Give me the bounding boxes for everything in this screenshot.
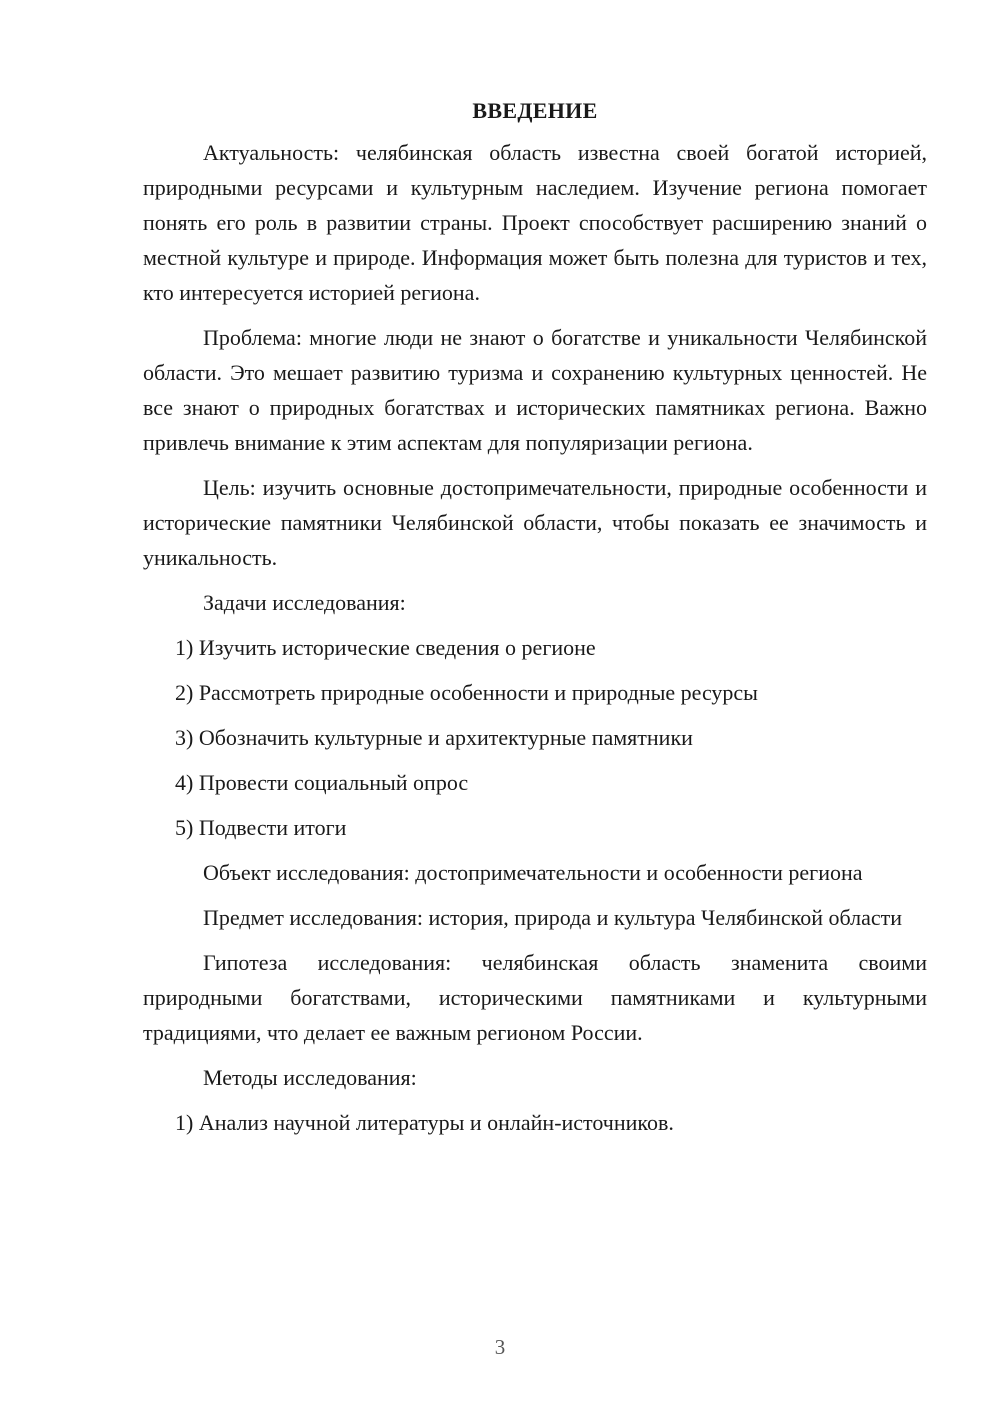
methods-list — [143, 1105, 927, 1140]
list-item: 1) Изучить исторические сведения о регионе — [175, 635, 596, 660]
tasks-list — [143, 630, 927, 845]
subject-paragraph: Предмет исследования: история, природа и культура Челябинской области — [203, 905, 903, 930]
list-item: 1) Анализ научной литературы и онлайн-источников. — [175, 1110, 674, 1135]
page-number: 3 — [494, 1335, 506, 1359]
methods-heading: Методы исследования: — [203, 1065, 417, 1090]
list-item: 5) Подвести итоги — [175, 815, 347, 840]
problem-paragraph: Проблема: многие люди не знают о богатстве и уникальности Челябинской области. Это мешает развитию туризма и сохранению культурных ценностей. Не все знают о природных богатствах и исторических памятниках региона. Важно привлечь внимание к этим аспектам для популяризации региона. — [143, 325, 927, 455]
page-content — [143, 93, 927, 1150]
section-title: ВВЕДЕНИЕ — [472, 98, 598, 123]
object-paragraph: Объект исследования: достопримечательности и особенности региона — [203, 860, 863, 885]
goal-paragraph: Цель: изучить основные достопримечательности, природные особенности и исторические памятники Челябинской области, чтобы показать ее значимость и уникальность. — [143, 475, 927, 570]
hypothesis-paragraph: Гипотеза исследования: челябинская область знаменита своими природными богатствами, историческими памятниками и культурными традициями, что делает ее важным регионом России. — [143, 950, 927, 1045]
list-item: 2) Рассмотреть природные особенности и природные ресурсы — [175, 680, 758, 705]
list-item: 4) Провести социальный опрос — [175, 770, 469, 795]
list-item: 3) Обозначить культурные и архитектурные памятники — [175, 725, 693, 750]
tasks-heading: Задачи исследования: — [203, 590, 406, 615]
relevance-paragraph: Актуальность: челябинская область известна своей богатой историей, природными ресурсами и культурным наследием. Изучение региона помогает понять его роль в развитии страны. Проект способствует расширению знаний о местной культуре и природе. Информация может быть полезна для туристов и тех, кто интересуется историей региона. — [143, 140, 927, 305]
